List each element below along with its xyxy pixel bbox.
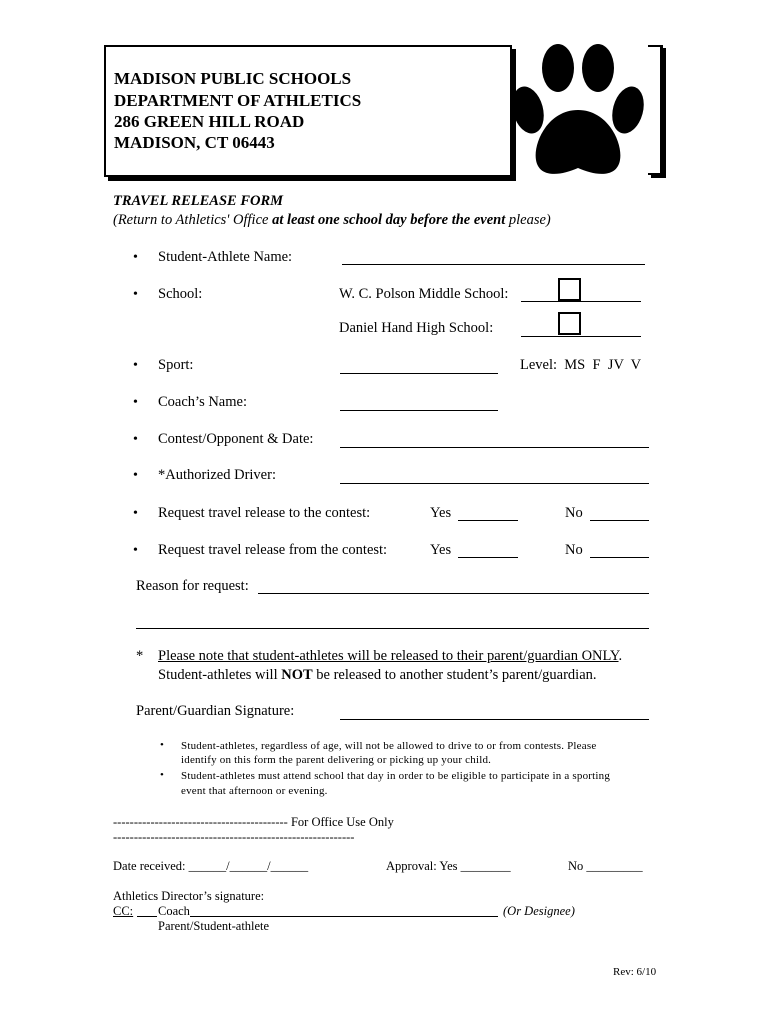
driver-label: *Authorized Driver:: [158, 467, 276, 483]
bullet-icon: •: [160, 739, 165, 751]
reason-field-line2[interactable]: [136, 628, 649, 629]
coach-signature-field[interactable]: [190, 916, 498, 917]
release-to-no-label: No: [565, 505, 583, 521]
note-star: *: [136, 648, 144, 664]
bullet-icon: •: [133, 287, 138, 302]
revision-date: Rev: 6/10: [613, 966, 657, 978]
approval-no: No _________: [568, 859, 643, 873]
polson-line: [521, 301, 641, 302]
release-from-no-label: No: [565, 542, 583, 558]
header-box: [104, 45, 512, 177]
release-note-2: [158, 667, 597, 684]
reason-field[interactable]: [258, 593, 649, 594]
note2-pre: Student-athletes will: [158, 667, 282, 683]
note2-bold: NOT: [281, 667, 313, 683]
coach-name-field[interactable]: [340, 410, 498, 411]
bullet-icon: •: [160, 769, 165, 781]
dhhs-checkbox[interactable]: [558, 312, 581, 335]
reason-label: Reason for request:: [136, 578, 249, 594]
coach-name-label: Coach’s Name:: [158, 394, 247, 410]
subtitle-post: please): [505, 212, 551, 228]
rule1-line2: identify on this form the parent delivering or picking up your child.: [181, 754, 492, 766]
contest-label: Contest/Opponent & Date:: [158, 431, 314, 447]
level-label[interactable]: Level: MS F JV V: [520, 357, 642, 373]
form-subtitle: [113, 212, 551, 229]
release-from-no-field[interactable]: [590, 557, 649, 558]
date-received: Date received: ______/______/______: [113, 859, 309, 873]
parent-signature-label: Parent/Guardian Signature:: [136, 703, 295, 719]
bullet-icon: •: [133, 358, 138, 373]
dhhs-line: [521, 336, 641, 337]
bullet-icon: •: [133, 432, 138, 447]
cc-parent-student: Parent/Student-athlete: [158, 919, 270, 933]
bullet-icon: •: [133, 250, 138, 265]
school-label: School:: [158, 286, 203, 302]
city-state-zip: MADISON, CT 06443: [114, 133, 275, 152]
paw-print-icon: [508, 38, 648, 198]
parent-signature-field[interactable]: [340, 719, 649, 720]
subtitle-bold: at least one school day before the event: [272, 212, 506, 228]
release-to-no-field[interactable]: [590, 520, 649, 521]
department-name: DEPARTMENT OF ATHLETICS: [114, 91, 362, 110]
bullet-icon: •: [133, 543, 138, 558]
cc-underline: [137, 916, 157, 917]
office-divider-2: ----------------------------------------------------------: [113, 830, 355, 844]
student-name-field[interactable]: [342, 264, 645, 265]
cc-label: [113, 904, 133, 919]
release-note-period: .: [618, 648, 623, 664]
bullet-icon: •: [133, 395, 138, 410]
dhhs-option-label: Daniel Hand High School:: [339, 320, 494, 336]
district-name: MADISON PUBLIC SCHOOLS: [114, 69, 352, 88]
release-from-yes-field[interactable]: [458, 557, 518, 558]
subtitle-pre: (Return to Athletics' Office: [113, 212, 273, 228]
ad-signature-label: Athletics Director’s signature:: [113, 889, 265, 903]
street-address: 286 GREEN HILL ROAD: [114, 112, 305, 131]
bullet-icon: •: [133, 506, 138, 521]
release-to-label: Request travel release to the contest:: [158, 505, 371, 521]
release-from-label: Request travel release from the contest:: [158, 542, 388, 558]
polson-checkbox[interactable]: [558, 278, 581, 301]
rule2-line1: Student-athletes must attend school that day in order to be eligible to participate in a sporting: [181, 770, 611, 782]
polson-option-label: W. C. Polson Middle School:: [339, 286, 509, 302]
release-to-yes-label: Yes: [430, 505, 452, 521]
designee-label: (Or Designee): [503, 904, 575, 918]
cc-coach: Coach: [158, 904, 190, 918]
release-from-yes-label: Yes: [430, 542, 452, 558]
release-note-underlined: Please note that student-athletes will be released to their parent/guardian ONLY: [158, 648, 619, 664]
bullet-icon: •: [133, 468, 138, 483]
release-note: [158, 648, 622, 665]
office-divider: ------------------------------------------ For Office Use Only: [113, 815, 394, 829]
driver-field[interactable]: [340, 483, 649, 484]
contest-field[interactable]: [340, 447, 649, 448]
approval-yes: Approval: Yes ________: [386, 859, 511, 873]
cc-text: CC:: [113, 904, 134, 918]
rule1-line1: Student-athletes, regardless of age, will not be allowed to drive to or from contests. Please: [181, 740, 597, 752]
student-name-label: Student-Athlete Name:: [158, 249, 293, 265]
note2-post: be released to another student’s parent/guardian.: [312, 667, 597, 683]
sport-label: Sport:: [158, 357, 194, 373]
release-to-yes-field[interactable]: [458, 520, 518, 521]
form-title: TRAVEL RELEASE FORM: [113, 193, 284, 209]
header-bracket: [648, 45, 663, 175]
rule2-line2: event that afternoon or evening.: [181, 785, 328, 797]
sport-field[interactable]: [340, 373, 498, 374]
